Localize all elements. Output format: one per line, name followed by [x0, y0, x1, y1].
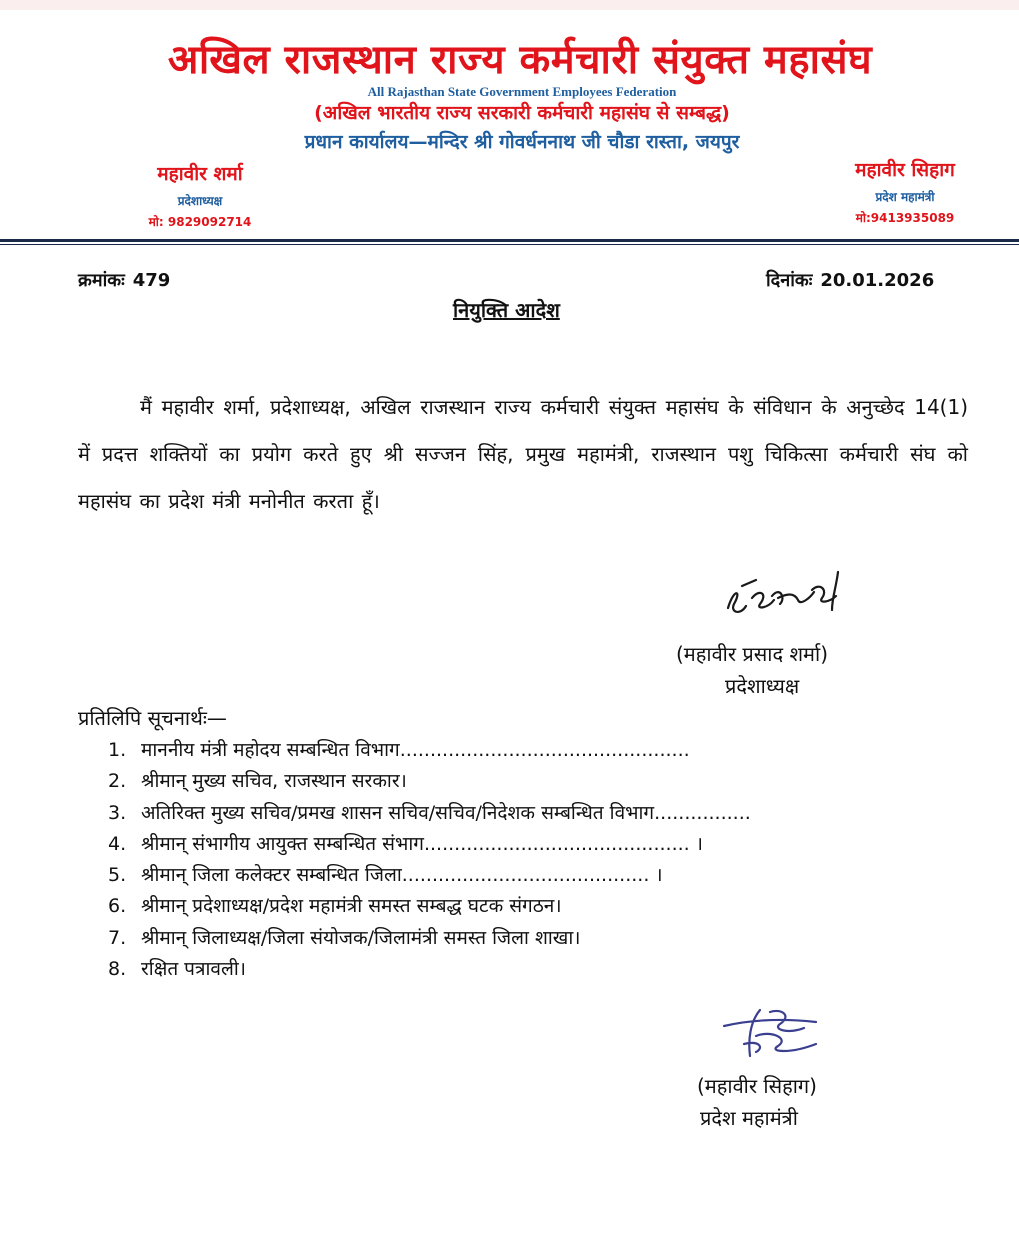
right-officer-role: प्रदेश महामंत्री [875, 190, 935, 204]
header-divider [0, 239, 1019, 242]
list-item: 2. श्रीमान् मुख्य सचिव, राजस्थान सरकार। [108, 770, 407, 793]
list-item: 4. श्रीमान् संभागीय आयुक्त सम्बन्धित संभाग............................................ । [108, 832, 703, 855]
president-signature-name: (महावीर प्रसाद शर्मा) [676, 642, 829, 666]
reference-number [78, 268, 170, 292]
list-item: 7. श्रीमान् जिलाध्यक्ष/जिला संयोजक/जिलामंत्री समस्त जिला शाखा। [108, 926, 581, 949]
president-signature-role: प्रदेशाध्यक्ष [725, 674, 800, 698]
secretary-signature-name: (महावीर सिहाग) [697, 1074, 817, 1098]
document-date [766, 268, 934, 292]
top-band [0, 0, 1019, 10]
date-value: 20.01.2026 [820, 270, 935, 291]
right-officer-block [820, 156, 990, 226]
list-item: 6. श्रीमान् प्रदेशाध्यक्ष/प्रदेश महामंत्री समस्त सम्बद्ध घटक संगठन। [108, 895, 562, 918]
secretary-signature-role: प्रदेश महामंत्री [700, 1106, 798, 1130]
signature-mark-president [720, 568, 860, 628]
left-officer-name: महावीर शर्मा [157, 163, 243, 185]
org-title: अखिल राजस्थान राज्य कर्मचारी संयुक्त महासंघ [167, 37, 873, 83]
right-officer-phone: मो:9413935089 [855, 211, 955, 225]
reference-value: 479 [132, 270, 171, 291]
header-divider-thin [0, 244, 1019, 245]
org-affiliation: (अखिल भारतीय राज्य सरकारी कर्मचारी महासंघ से सम्बद्ध) [314, 102, 730, 124]
copies-label: प्रतिलिपि सूचनार्थः— [78, 706, 227, 730]
list-item: 5. श्रीमान् जिला कलेक्टर सम्बन्धित जिला......................................... । [108, 864, 663, 887]
list-item: 3. अतिरिक्त मुख्य सचिव/प्रमख शासन सचिव/सचिव/निदेशक सम्बन्धित विभाग................ [108, 801, 751, 824]
left-officer-phone: मो: 9829092714 [148, 215, 252, 229]
list-item: 1. माननीय मंत्री महोदय सम्बन्धित विभाग................................................ [108, 739, 690, 761]
list-item: 8. रक्षित पत्रावली। [108, 958, 246, 981]
left-officer-role: प्रदेशाध्यक्ष [177, 194, 223, 208]
reference-label: क्रमांकः [78, 270, 125, 291]
body-paragraph: मैं महावीर शर्मा, प्रदेशाध्यक्ष, अखिल राजस्थान राज्य कर्मचारी संयुक्त महासंघ के संविधान के अनुच्छेद 14(1) में प्रदत्त शक्तियों का प्रयोग करते हुए श्री सज्जन सिंह, प्रमुख महामंत्री, राजस्थान पशु चिकित्सा कर्मचारी संघ को महासंघ का प्रदेश मंत्री मनोनीत करता हूँ। [78, 395, 968, 513]
right-officer-name: महावीर सिहाग [855, 159, 955, 181]
date-label: दिनांकः [766, 270, 813, 291]
copies-list [108, 735, 751, 985]
org-english-name: All Rajasthan State Government Employees Federation [367, 84, 677, 99]
org-office-address: प्रधान कार्यालय—मन्दिर श्री गोवर्धननाथ जी चौडा रास्ता, जयपुर [304, 131, 740, 153]
left-officer-block [120, 160, 280, 230]
document-heading: नियुक्ति आदेश [453, 298, 560, 322]
signature-mark-secretary [720, 1000, 830, 1062]
